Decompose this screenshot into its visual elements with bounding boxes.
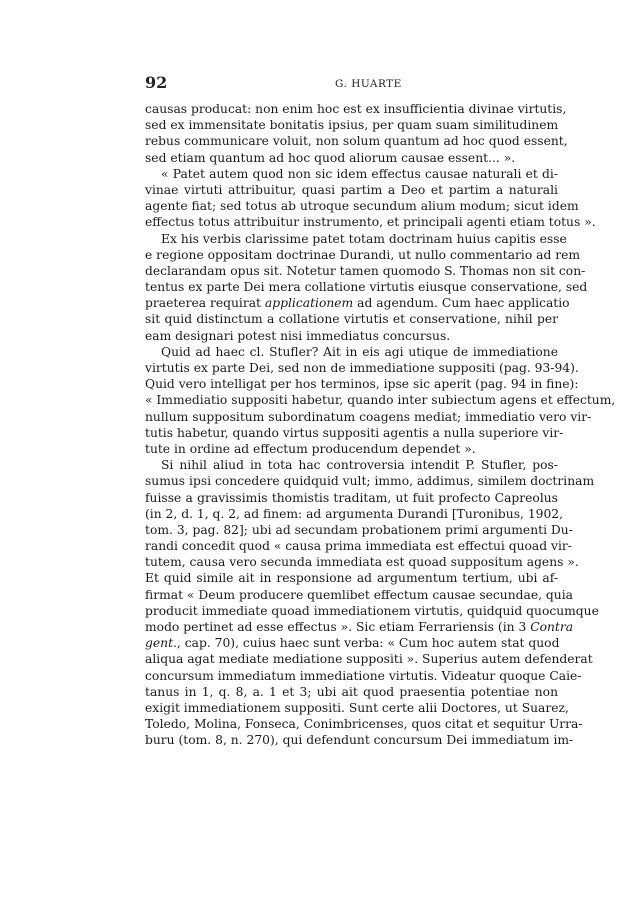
text-line: rebus communicare voluit, non solum quantum ad hoc quod essent, [145,134,568,149]
text-line: fuisse a gravissimis thomistis traditam, ut fuit profecto Capreolus [145,490,558,505]
text-line: randi concedit quod « causa prima immediata est effectui quoad vir- [145,539,572,554]
text-line: Quid vero intelligat per hos terminos, ipse sic aperit (pag. 94 in fine): [145,377,579,392]
text-line [145,295,570,311]
text-line: tutis habetur, quando virtus suppositi agentis a nulla superiore vir- [145,425,564,440]
text-segment: modo pertinet ad esse effectus ». Sic etiam Ferrariensis (in 3 [145,620,531,634]
text-line: tentus ex parte Dei mera collatione virtutis eiusque conservatione, sed [145,280,588,295]
italic-text-segment: applicationem [264,296,354,311]
text-line: sed etiam quantum ad hoc quod aliorum causae essent... ». [145,150,516,165]
text-line: Ex his verbis clarissime patet totam doctrinam huius capitis esse [161,231,567,246]
text-line: sumus ipsi concedere quidquid vult; immo, addimus, similem doctrinam [145,474,595,489]
text-line: declarandam opus sit. Notetur tamen quomodo S. Thomas non sit con- [145,263,586,278]
text-line: tute in ordine ad effectum producendum dependet ». [145,441,476,456]
text-line: exigit immediationem suppositi. Sunt certe alii Doctores, ut Suarez, [145,700,569,715]
page-header [145,73,557,93]
text-segment: ad agendum. Cum haec applicatio [353,296,570,311]
text-line: eam designari potest nisi immediatus concursus. [145,328,451,343]
text-line: tom. 3, pag. 82]; ubi ad secundam probationem primi argumenti Du- [145,522,573,537]
text-line [145,635,558,651]
text-segment: praeterea requirat [145,296,265,311]
page-number: 92 [145,73,168,92]
text-line [145,619,574,635]
text-line: Toledo, Molina, Fonseca, Conimbricenses, quos citat et sequitur Urra- [145,717,583,732]
text-line: aliqua agat mediate mediatione suppositi ». Superius autem defenderat [145,652,593,667]
text-segment: , cap. 70), cuius haec sunt verba: « Cum hoc autem stat quod [176,636,560,651]
text-line: concursum immediatum immediatione virtutis. Videatur quoque Caie- [145,668,582,683]
text-line: Quid ad haec cl. Stufler? Ait in eis agi utique de immediatione [161,344,558,359]
text-line: vinae virtuti attribuitur, quasi partim a Deo et partim a naturali [145,182,558,197]
text-line: e regione oppositam doctrinae Durandi, ut nullo commentario ad rem [145,247,581,262]
text-line: Et quid simile ait in responsione ad argumentum tertium, ubi af- [145,571,558,586]
text-line: nullum suppositum subordinatum coagens mediat; immediatio vero vir- [145,409,592,424]
body-text [145,101,616,749]
text-line: causas producat: non enim hoc est ex insufficientia divinae virtutis, [145,102,567,116]
italic-text-segment: gent. [145,636,177,651]
italic-text-segment: Contra [530,620,574,634]
text-line: producit immediate quoad immediationem virtutis, quidquid quocumque [145,603,599,618]
text-line: buru (tom. 8, n. 270), qui defendunt concursum Dei immediatum im- [145,733,574,748]
text-line: virtutis ex parte Dei, sed non de immediatione suppositi (pag. 93-94). [145,361,579,375]
text-line: agente fiat; sed totus ab utroque secundum alium modum; sicut idem [145,199,579,214]
text-line: « Patet autem quod non sic idem effectus causae naturali et di- [161,166,558,181]
text-line: tutem, causa vero secunda immediata est quoad suppositum agens ». [145,555,579,570]
text-line: Si nihil aliud in tota hac controversia intendit P. Stufler, pos- [161,458,558,473]
text-line: (in 2, d. 1, q. 2, ad finem: ad argumenta Durandi [Turonibus, 1902, [145,506,564,521]
text-line: tanus in 1, q. 8, a. 1 et 3; ubi ait quod praesentia potentiae non [145,684,558,699]
text-line: firmat « Deum producere quemlibet effectum causae secundae, quia [145,587,573,602]
text-line: sit quid distinctum a collatione virtutis et conservatione, nihil per [145,312,558,327]
text-line: sed ex immensitate bonitatis ipsius, per quam suam similitudinem [145,118,559,133]
text-line: effectus totus attribuitur instrumento, et principali agenti etiam totus ». [145,215,596,230]
running-head: G. HUARTE [335,78,402,90]
text-line: « Immediatio suppositi habetur, quando inter subiectum agens et effectum, [145,393,616,408]
